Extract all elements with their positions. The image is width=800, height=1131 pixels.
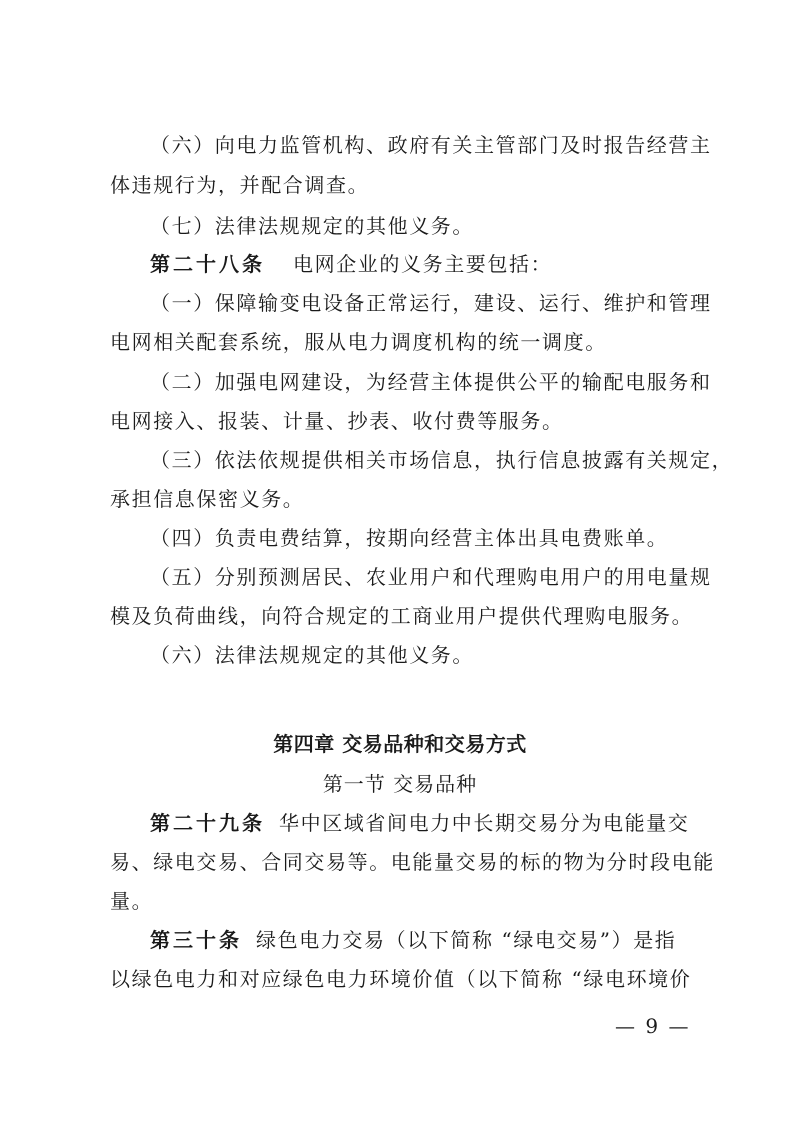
article-title: 第三十条 [150, 928, 242, 952]
text-line: 以绿色电力和对应绿色电力环境价值（以下简称 “绿电环境价 [110, 967, 692, 991]
text-line: （四）负责电费结算，按期向经营主体出具电费账单。 [150, 526, 669, 550]
text-line: （三）依法依规提供相关市场信息，执行信息披露有关规定， [150, 448, 734, 472]
article-title: 第二十八条 [150, 252, 265, 276]
article-text: 电网企业的义务主要包括： [293, 252, 553, 276]
text-line: 承担信息保密义务。 [110, 487, 305, 511]
text-line: （五）分别预测居民、农业用户和代理购电用户的用电量规 [150, 565, 712, 589]
article-30 [150, 927, 700, 953]
article-text: 华中区域省间电力中长期交易分为电能量交 [279, 811, 690, 835]
section-heading: 第一节 交易品种 [322, 772, 478, 796]
article-29 [150, 810, 700, 836]
article-28 [150, 251, 700, 277]
article-text: 绿色电力交易（以下简称 “绿电交易”）是指 [256, 928, 677, 952]
text-line: （七）法律法规规定的其他义务。 [150, 214, 474, 238]
article-title: 第二十九条 [150, 811, 265, 835]
chapter-heading: 第四章 交易品种和交易方式 [273, 732, 527, 756]
text-line: （六）法律法规规定的其他义务。 [150, 643, 474, 667]
text-line: （六）向电力监管机构、政府有关主管部门及时报告经营主 [150, 133, 712, 157]
text-line: 模及负荷曲线，向符合规定的工商业用户提供代理购电服务。 [110, 604, 694, 628]
text-line: 电网接入、报装、计量、抄表、收付费等服务。 [110, 409, 564, 433]
text-line: （一）保障输变电设备正常运行，建设、运行、维护和管理 [150, 291, 712, 315]
text-line: （二）加强电网建设，为经营主体提供公平的输配电服务和 [150, 370, 712, 394]
text-line: 电网相关配套系统，服从电力调度机构的统一调度。 [110, 330, 607, 354]
text-line: 易、绿电交易、合同交易等。电能量交易的标的物为分时段电能 [110, 850, 715, 874]
page-number: — 9 — [615, 1014, 691, 1038]
text-line: 量。 [110, 889, 154, 913]
text-line: 体违规行为，并配合调查。 [110, 173, 370, 197]
